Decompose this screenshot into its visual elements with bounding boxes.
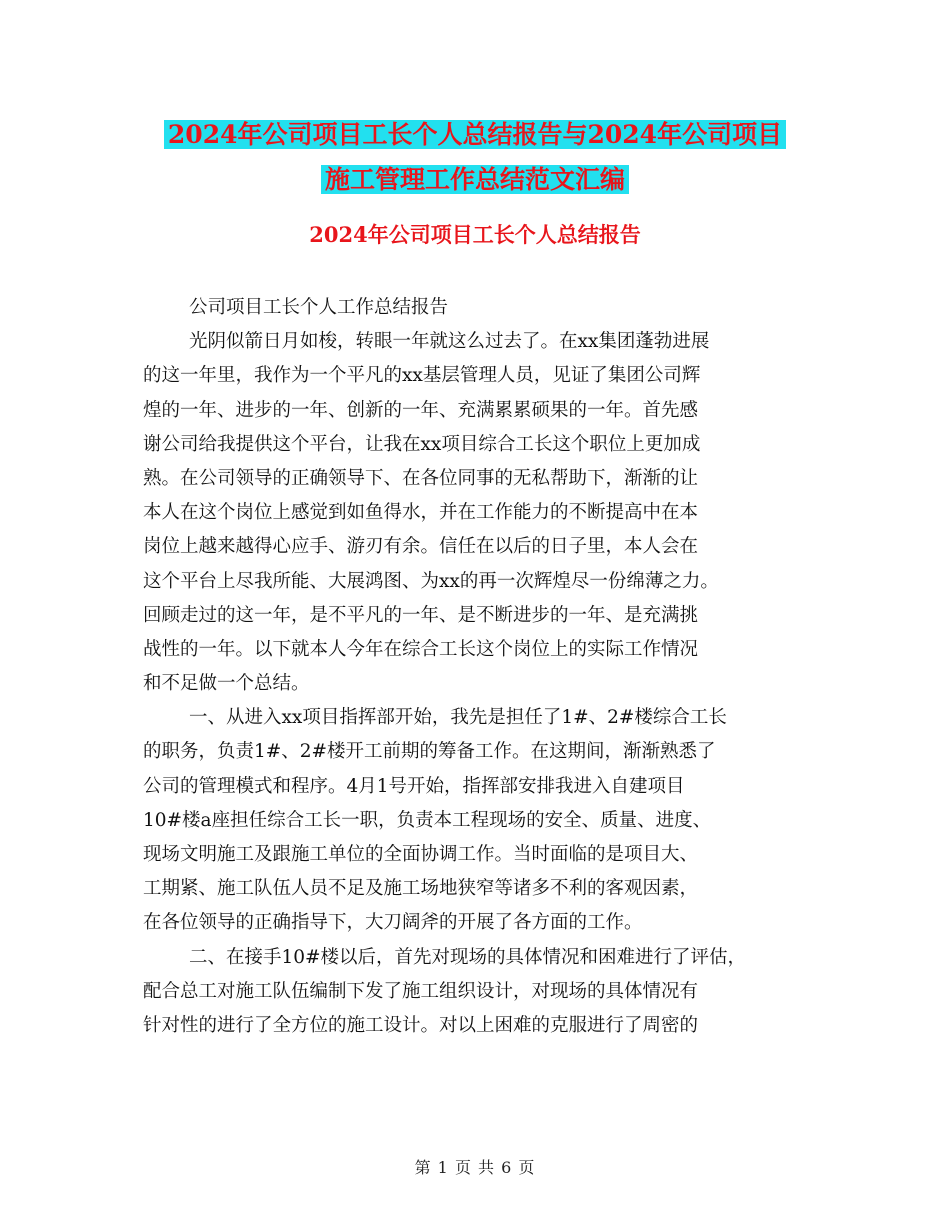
document-main-title bbox=[0, 112, 950, 202]
body-text-line: 这个平台上尽我所能、大展鸿图、为xx的再一次辉煌尽一份绵薄之力。 bbox=[143, 570, 719, 592]
body-text-line: 配合总工对施工队伍编制下发了施工组织设计，对现场的具体情况有 bbox=[143, 980, 699, 1002]
main-title-line-1: 2024年公司项目工长个人总结报告与2024年公司项目 bbox=[164, 120, 786, 149]
body-text-line: 公司项目工长个人工作总结报告 bbox=[189, 297, 449, 318]
body-text-line: 一、从进入xx项目指挥部开始，我先是担任了1#、2#楼综合工长 bbox=[189, 707, 727, 729]
body-text-line: 回顾走过的这一年，是不平凡的一年、是不断进步的一年、是充满挑 bbox=[143, 604, 699, 626]
body-text-line: 现场文明施工及跟施工单位的全面协调工作。当时面临的是项目大、 bbox=[143, 844, 699, 865]
body-text-line: 煌的一年、进步的一年、创新的一年、充满累累硕果的一年。首先感 bbox=[143, 399, 699, 421]
body-text-line: 本人在这个岗位上感觉到如鱼得水，并在工作能力的不断提高中在本 bbox=[143, 502, 699, 524]
body-text-line: 战性的一年。以下就本人今年在综合工长这个岗位上的实际工作情况 bbox=[143, 638, 699, 660]
section-title: 2024年公司项目工长个人总结报告 bbox=[309, 222, 641, 247]
body-text-line: 的职务，负责1#、2#楼开工前期的筹备工作。在这期间，渐渐熟悉了 bbox=[143, 741, 716, 763]
body-text-line: 谢公司给我提供这个平台，让我在xx项目综合工长这个职位上更加成 bbox=[143, 433, 701, 455]
body-text-line: 岗位上越来越得心应手、游刃有余。信任在以后的日子里，本人会在 bbox=[143, 536, 699, 558]
body-text-line: 在各位领导的正确指导下，大刀阔斧的开展了各方面的工作。 bbox=[143, 912, 643, 934]
body-text-line: 熟。在公司领导的正确领导下、在各位同事的无私帮助下，渐渐的让 bbox=[143, 467, 699, 489]
body-text-line: 二、在接手10#楼以后，首先对现场的具体情况和困难进行了评估， bbox=[189, 946, 747, 968]
main-title-line-2: 施工管理工作总结范文汇编 bbox=[321, 165, 629, 194]
body-text-line: 针对性的进行了全方位的施工设计。对以上困难的克服进行了周密的 bbox=[143, 1014, 699, 1036]
body-text-line: 和不足做一个总结。 bbox=[143, 673, 310, 695]
body-text-line: 光阴似箭日月如梭，转眼一年就这么过去了。在xx集团蓬勃进展 bbox=[189, 331, 710, 353]
body-text-line: 的这一年里，我作为一个平凡的xx基层管理人员，见证了集团公司辉 bbox=[143, 365, 701, 387]
document-body bbox=[143, 291, 833, 1043]
body-text-line: 公司的管理模式和程序。4月1号开始，指挥部安排我进入自建项目 bbox=[143, 775, 685, 797]
page-number-footer: 第 1 页 共 6 页 bbox=[414, 1158, 536, 1177]
body-text-line: 工期紧、施工队伍人员不足及施工场地狭窄等诸多不利的客观因素， bbox=[143, 878, 699, 900]
body-text-line: 10#楼a座担任综合工长一职，负责本工程现场的安全、质量、进度、 bbox=[143, 809, 712, 831]
